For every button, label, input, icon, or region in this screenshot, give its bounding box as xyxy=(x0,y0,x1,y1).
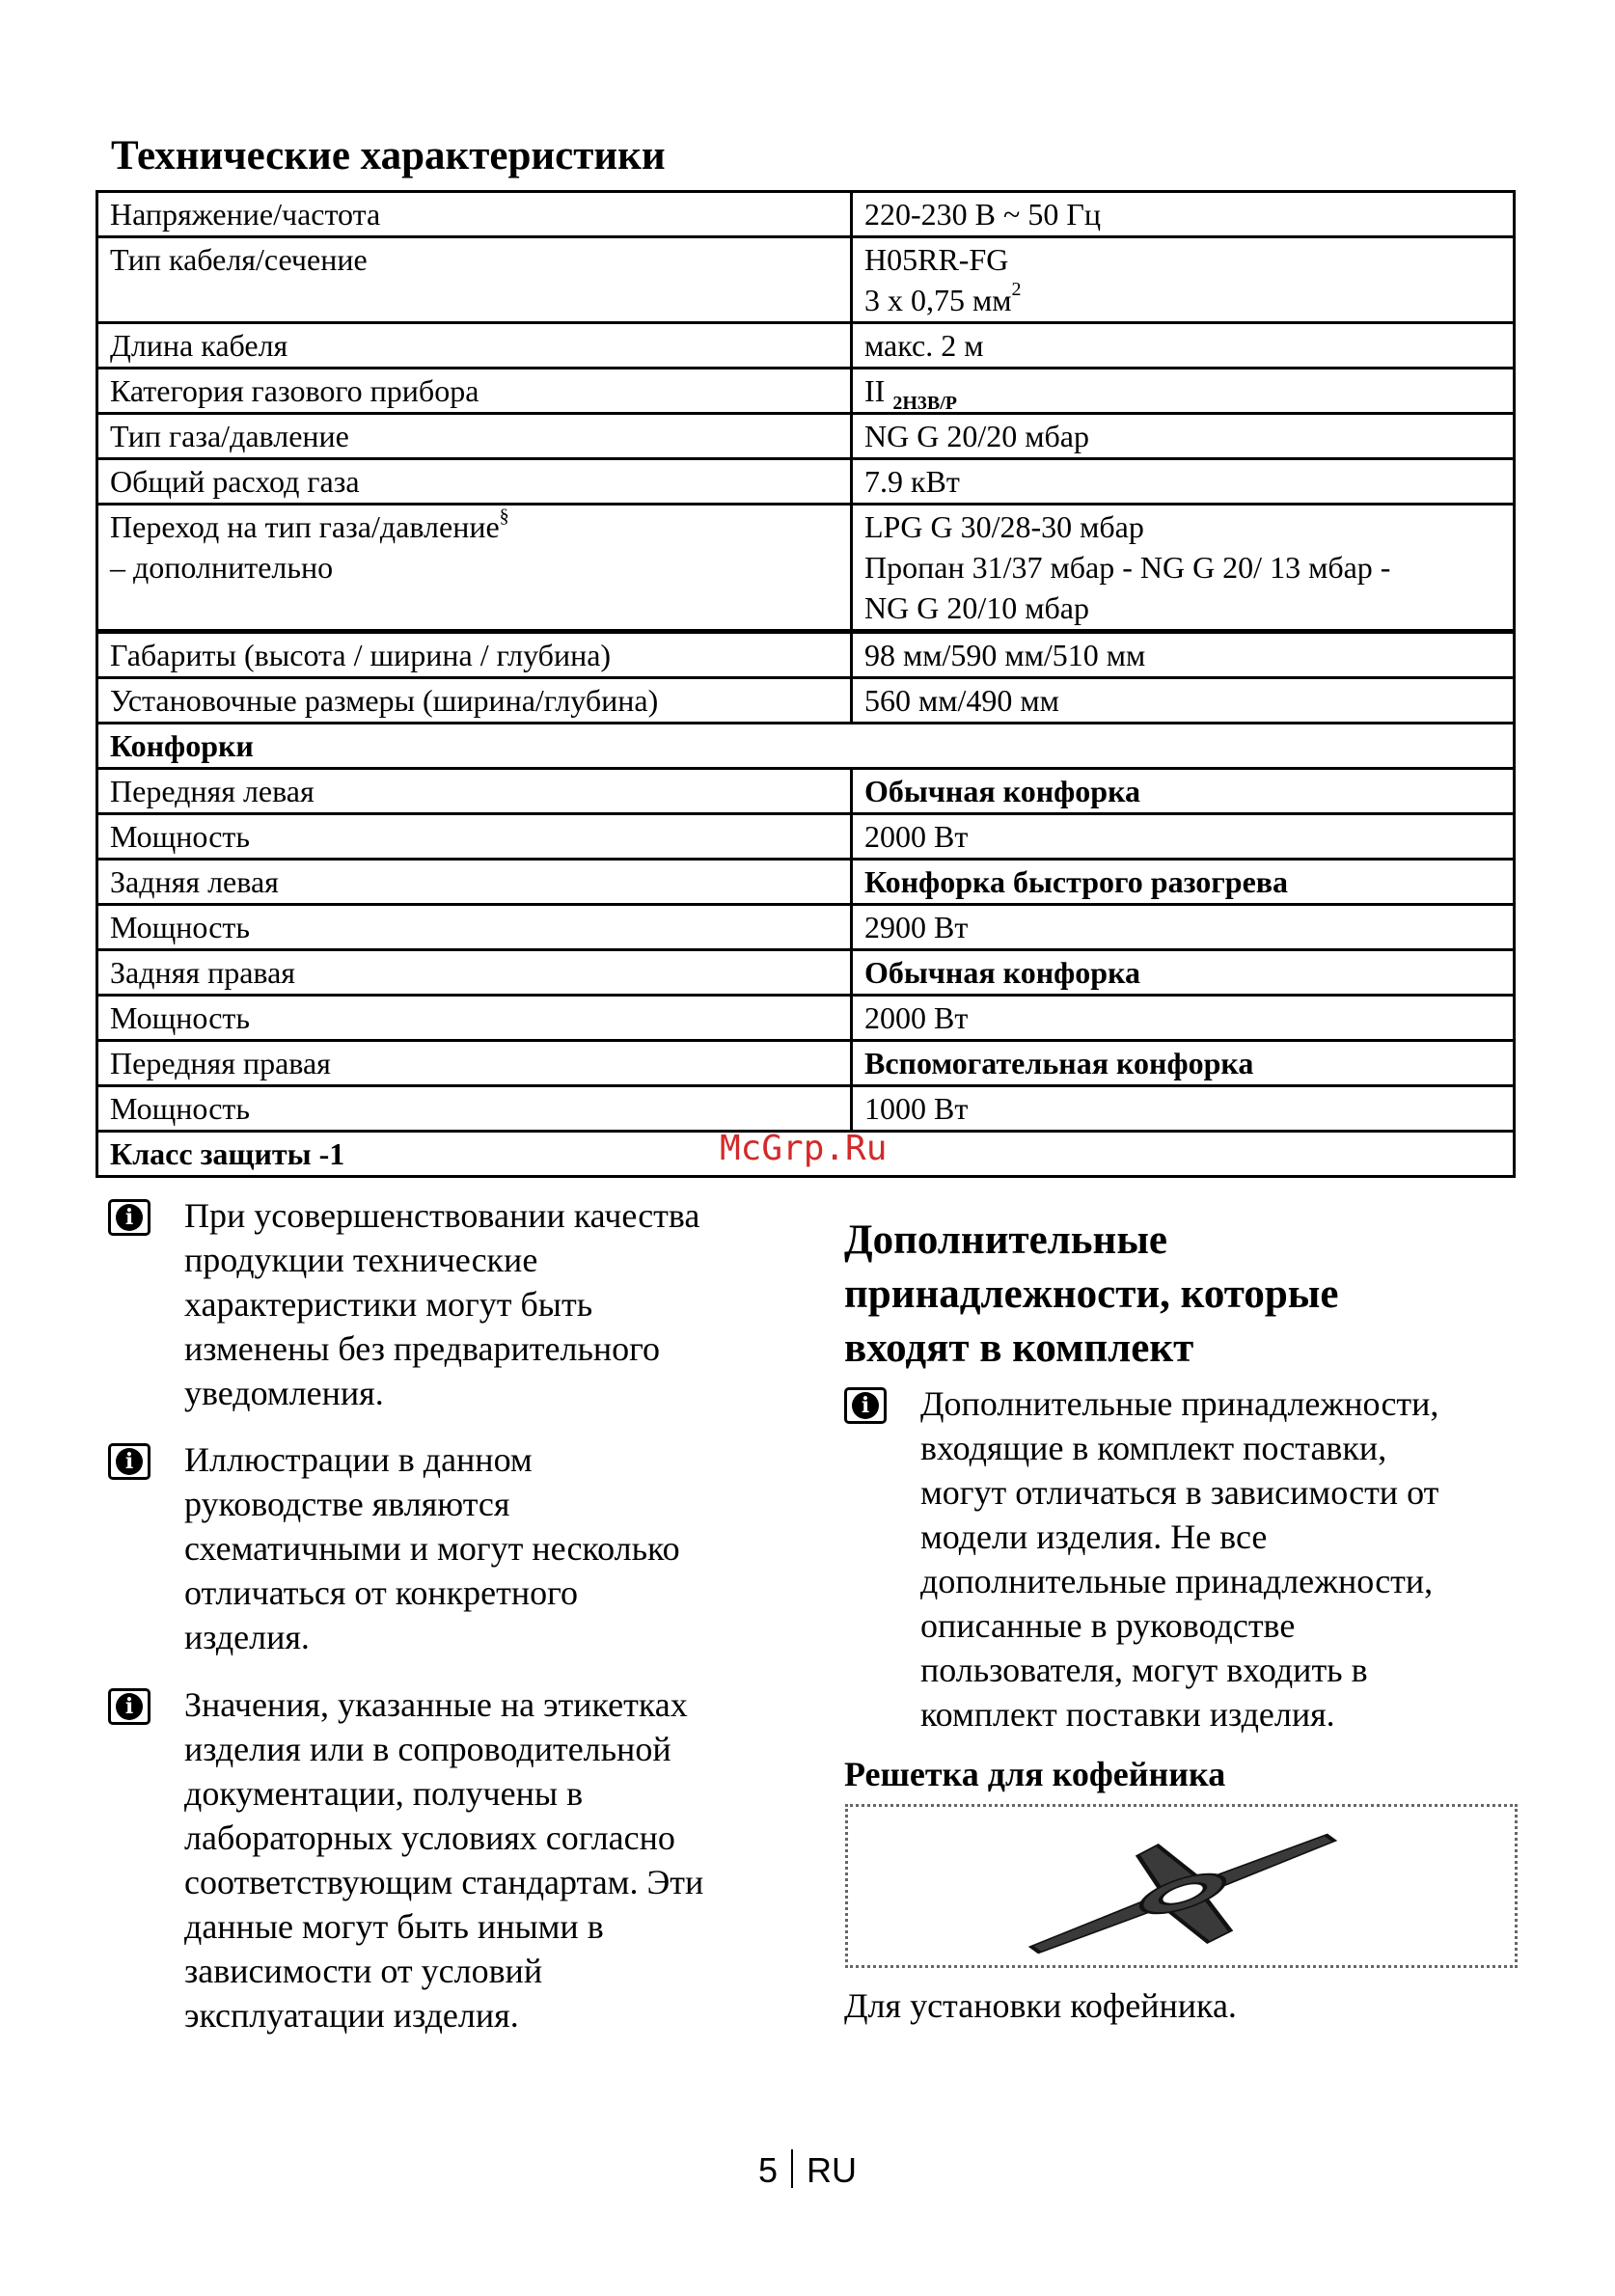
spec-value: 98 мм/590 мм/510 мм xyxy=(852,632,1515,678)
table-row xyxy=(97,505,1515,632)
superscript: 2 xyxy=(1011,279,1022,300)
language-code: RU xyxy=(807,2150,858,2190)
footer-divider xyxy=(791,2149,793,2188)
table-row xyxy=(97,237,1515,323)
table-row xyxy=(97,1041,1515,1086)
table-row xyxy=(97,769,1515,814)
spec-value-line: LPG G 30/28-30 мбар xyxy=(864,509,1144,544)
spec-value: 560 мм/490 мм xyxy=(852,678,1515,724)
spec-value xyxy=(852,237,1515,323)
burner-power: 2000 Вт xyxy=(852,996,1515,1041)
protection-class: Класс защиты -1 xyxy=(97,1132,1515,1177)
accessory-figure xyxy=(845,1804,1518,1968)
spec-label-text: Переход на тип газа/давление xyxy=(110,509,500,544)
spec-value-line: Пропан 31/37 мбар - NG G 20/ 13 мбар - xyxy=(864,550,1391,585)
accessory-caption: Для установки кофейника. xyxy=(844,1986,1237,2025)
spec-label xyxy=(97,505,852,632)
table-row xyxy=(97,860,1515,905)
table-row xyxy=(97,905,1515,950)
table-row xyxy=(97,369,1515,414)
page-footer xyxy=(0,2149,1615,2191)
spec-label: Габариты (высота / ширина / глубина) xyxy=(97,632,852,678)
info-icon: i xyxy=(108,1688,151,1725)
coffee-grate-icon xyxy=(848,1807,1515,1965)
burner-power-label: Мощность xyxy=(97,905,852,950)
burner-position: Передняя правая xyxy=(97,1041,852,1086)
watermark: McGrp.Ru xyxy=(720,1129,888,1168)
table-row xyxy=(97,996,1515,1041)
burners-section-header: Конфорки xyxy=(97,724,1515,769)
superscript: § xyxy=(499,506,509,527)
info-note-text: Иллюстрации в данном руководстве являются схематичными и могут несколько отличаться от конкретного изделия. xyxy=(184,1440,680,1656)
burner-power-label: Мощность xyxy=(97,1086,852,1132)
accessory-title: Решетка для кофейника xyxy=(844,1755,1226,1793)
info-note-text: Значения, указанные на этикетках изделия или в сопроводительной документации, получены в лабораторных условиях согласно соответствующим стандартам. Эти данные могут быть иными в зависимости от условий эксплуатации изделия. xyxy=(184,1685,704,2035)
burner-type: Обычная конфорка xyxy=(852,769,1515,814)
info-note xyxy=(108,1193,699,1415)
info-note-text: Дополнительные принадлежности, входящие в комплект поставки, могут отличаться в зависимости от модели изделия. Не все дополнительные принадлежности, описанные в руководстве пользователя, могут входить в комплект поставки изделия. xyxy=(920,1384,1439,1734)
spec-label: Тип газа/давление xyxy=(97,414,852,459)
info-icon: i xyxy=(108,1199,151,1236)
spec-label-line xyxy=(110,506,838,547)
table-row xyxy=(97,678,1515,724)
spec-value: NG G 20/20 мбар xyxy=(852,414,1515,459)
spec-value xyxy=(852,369,1515,414)
spec-label: Длина кабеля xyxy=(97,323,852,369)
info-icon: i xyxy=(108,1443,151,1480)
page-number: 5 xyxy=(757,2150,779,2190)
spec-label: Категория газового прибора xyxy=(97,369,852,414)
burner-type: Конфорка быстрого разогрева xyxy=(852,860,1515,905)
spec-value: макс. 2 м xyxy=(852,323,1515,369)
table-row xyxy=(97,950,1515,996)
info-note-text: При усовершенствовании качества продукции технические характеристики могут быть изменены без предварительного уведомления. xyxy=(184,1196,700,1412)
table-row xyxy=(97,414,1515,459)
table-row xyxy=(97,323,1515,369)
spec-value-text: II xyxy=(864,373,893,408)
burner-power: 1000 Вт xyxy=(852,1086,1515,1132)
burner-position: Передняя левая xyxy=(97,769,852,814)
table-row xyxy=(97,192,1515,237)
burner-position: Задняя правая xyxy=(97,950,852,996)
spec-label-line: – дополнительно xyxy=(110,550,334,585)
spec-value-line: NG G 20/10 мбар xyxy=(864,590,1089,625)
info-note xyxy=(108,1682,703,2037)
info-note xyxy=(108,1437,680,1659)
burner-position: Задняя левая xyxy=(97,860,852,905)
spec-label: Напряжение/частота xyxy=(97,192,852,237)
spec-value xyxy=(852,505,1515,632)
subscript: 2H3B/P xyxy=(892,393,957,414)
table-row xyxy=(97,1086,1515,1132)
spec-value: 7.9 кВт xyxy=(852,459,1515,505)
table-row xyxy=(97,459,1515,505)
spec-value-line xyxy=(864,280,1501,320)
spec-table xyxy=(96,190,1516,1178)
info-note xyxy=(844,1381,1438,1736)
table-row xyxy=(97,632,1515,678)
info-icon: i xyxy=(844,1387,887,1424)
spec-value-line: H05RR-FG xyxy=(864,242,1009,277)
burner-type: Вспомогательная конфорка xyxy=(852,1041,1515,1086)
burner-type: Обычная конфорка xyxy=(852,950,1515,996)
spec-value: 220-230 В ~ 50 Гц xyxy=(852,192,1515,237)
burner-power: 2000 Вт xyxy=(852,814,1515,860)
table-row xyxy=(97,724,1515,769)
burner-power-label: Мощность xyxy=(97,996,852,1041)
spec-label: Установочные размеры (ширина/глубина) xyxy=(97,678,852,724)
spec-label: Тип кабеля/сечение xyxy=(97,237,852,323)
spec-label: Общий расход газа xyxy=(97,459,852,505)
table-row xyxy=(97,814,1515,860)
burner-power-label: Мощность xyxy=(97,814,852,860)
page-title: Технические характеристики xyxy=(111,133,666,178)
spec-value-text: 3 x 0,75 мм xyxy=(864,283,1012,317)
accessories-heading: Дополнительные принадлежности, которые входят в комплект xyxy=(844,1217,1339,1371)
burner-power: 2900 Вт xyxy=(852,905,1515,950)
